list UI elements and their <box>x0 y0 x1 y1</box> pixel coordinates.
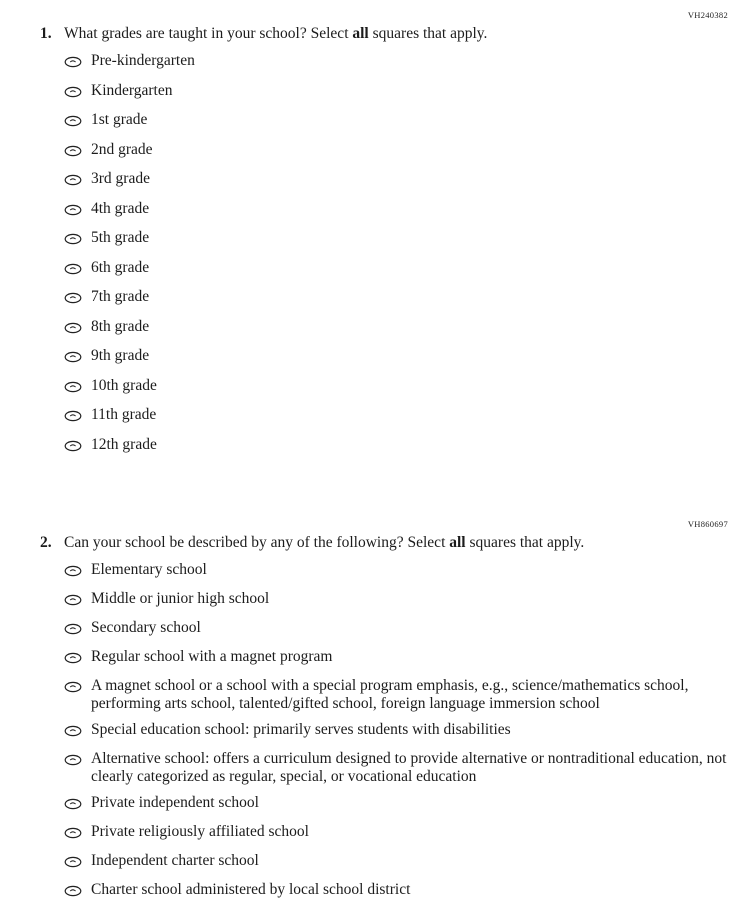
answer-oval-icon[interactable] <box>64 855 82 873</box>
option-row[interactable] <box>64 347 730 368</box>
question-2-text-before: Can your school be described by any of the following? Select <box>64 533 450 551</box>
answer-oval-icon[interactable] <box>64 409 82 427</box>
option-label: 8th grade <box>91 317 150 335</box>
answer-oval-icon[interactable] <box>64 291 82 309</box>
question-2-code: VH860697 <box>687 518 728 529</box>
answer-oval-icon[interactable] <box>64 651 82 669</box>
answer-oval-icon[interactable] <box>64 797 82 815</box>
question-1-text-before: What grades are taught in your school? Select <box>64 25 353 42</box>
question-2-prompt <box>40 533 730 553</box>
option-label: Pre-kindergarten <box>91 52 195 69</box>
question-2-options <box>40 561 730 902</box>
option-label: Charter school administered by local school district <box>91 880 411 898</box>
option-label: Middle or junior high school <box>91 589 270 607</box>
option-row[interactable] <box>64 677 730 713</box>
option-row[interactable] <box>64 82 730 103</box>
option-label: 9th grade <box>91 347 150 364</box>
option-label: A magnet school or a school with a special program emphasis, e.g., science/mathematics school, performing arts school, talented/gifted school, foreign language immersion school <box>91 676 689 712</box>
question-1-options <box>40 52 730 457</box>
option-label: Special education school: primarily serves students with disabilities <box>91 720 511 738</box>
answer-oval-icon[interactable] <box>64 680 82 698</box>
question-2-text-after: squares that apply. <box>465 533 585 551</box>
question-1-text-bold: all <box>352 25 369 42</box>
question-1-text-after: squares that apply. <box>368 25 488 42</box>
option-row[interactable] <box>64 721 730 742</box>
option-row[interactable] <box>64 318 730 339</box>
option-row[interactable] <box>64 229 730 250</box>
option-row[interactable] <box>64 111 730 132</box>
option-label: Private independent school <box>91 793 259 811</box>
option-label: 12th grade <box>91 435 157 453</box>
answer-oval-icon[interactable] <box>64 114 82 132</box>
question-2-text <box>64 533 584 553</box>
question-1-number: 1. <box>40 25 52 42</box>
question-1-code: VH240382 <box>687 10 728 20</box>
option-label: Independent charter school <box>91 851 259 869</box>
option-label: Alternative school: offers a curriculum designed to provide alternative or nontraditional education, not clearly categorized as regular, special, or vocational education <box>91 749 727 785</box>
option-label: 1st grade <box>91 111 148 128</box>
answer-oval-icon[interactable] <box>64 232 82 250</box>
option-label: 5th grade <box>91 229 150 246</box>
answer-oval-icon[interactable] <box>64 85 82 103</box>
question-2 <box>40 519 730 902</box>
answer-oval-icon[interactable] <box>64 439 82 457</box>
option-label: 6th grade <box>91 258 150 276</box>
option-row[interactable] <box>64 561 730 582</box>
option-label: Secondary school <box>91 618 201 636</box>
answer-oval-icon[interactable] <box>64 203 82 221</box>
option-row[interactable] <box>64 288 730 309</box>
answer-oval-icon[interactable] <box>64 593 82 611</box>
option-row[interactable] <box>64 259 730 280</box>
option-row[interactable] <box>64 141 730 162</box>
question-1 <box>40 10 730 457</box>
option-label: 2nd grade <box>91 140 153 158</box>
answer-oval-icon[interactable] <box>64 622 82 640</box>
option-row[interactable] <box>64 590 730 611</box>
answer-oval-icon[interactable] <box>64 173 82 191</box>
answer-oval-icon[interactable] <box>64 884 82 902</box>
answer-oval-icon[interactable] <box>64 380 82 398</box>
option-label: 10th grade <box>91 376 157 394</box>
option-row[interactable] <box>64 200 730 221</box>
answer-oval-icon[interactable] <box>64 321 82 339</box>
question-1-text <box>64 24 487 44</box>
option-row[interactable] <box>64 881 730 902</box>
option-row[interactable] <box>64 406 730 427</box>
option-label: 7th grade <box>91 288 150 305</box>
answer-oval-icon[interactable] <box>64 262 82 280</box>
question-2-number: 2. <box>40 533 52 551</box>
answer-oval-icon[interactable] <box>64 826 82 844</box>
answer-oval-icon[interactable] <box>64 753 82 771</box>
option-row[interactable] <box>64 619 730 640</box>
option-row[interactable] <box>64 52 730 73</box>
option-row[interactable] <box>64 823 730 844</box>
answer-oval-icon[interactable] <box>64 564 82 582</box>
option-label: 11th grade <box>91 406 157 423</box>
option-row[interactable] <box>64 377 730 398</box>
answer-oval-icon[interactable] <box>64 55 82 73</box>
option-row[interactable] <box>64 436 730 457</box>
question-1-prompt <box>40 24 730 44</box>
option-label: 4th grade <box>91 199 150 217</box>
option-row[interactable] <box>64 648 730 669</box>
answer-oval-icon[interactable] <box>64 724 82 742</box>
answer-oval-icon[interactable] <box>64 144 82 162</box>
option-label: Elementary school <box>91 560 207 578</box>
option-label: Kindergarten <box>91 81 173 99</box>
option-label: Private religiously affiliated school <box>91 822 309 840</box>
option-row[interactable] <box>64 750 730 786</box>
option-label: 3rd grade <box>91 170 150 187</box>
question-2-text-bold: all <box>449 533 466 551</box>
option-row[interactable] <box>64 170 730 191</box>
option-row[interactable] <box>64 852 730 873</box>
answer-oval-icon[interactable] <box>64 350 82 368</box>
option-row[interactable] <box>64 794 730 815</box>
option-label: Regular school with a magnet program <box>91 647 333 665</box>
